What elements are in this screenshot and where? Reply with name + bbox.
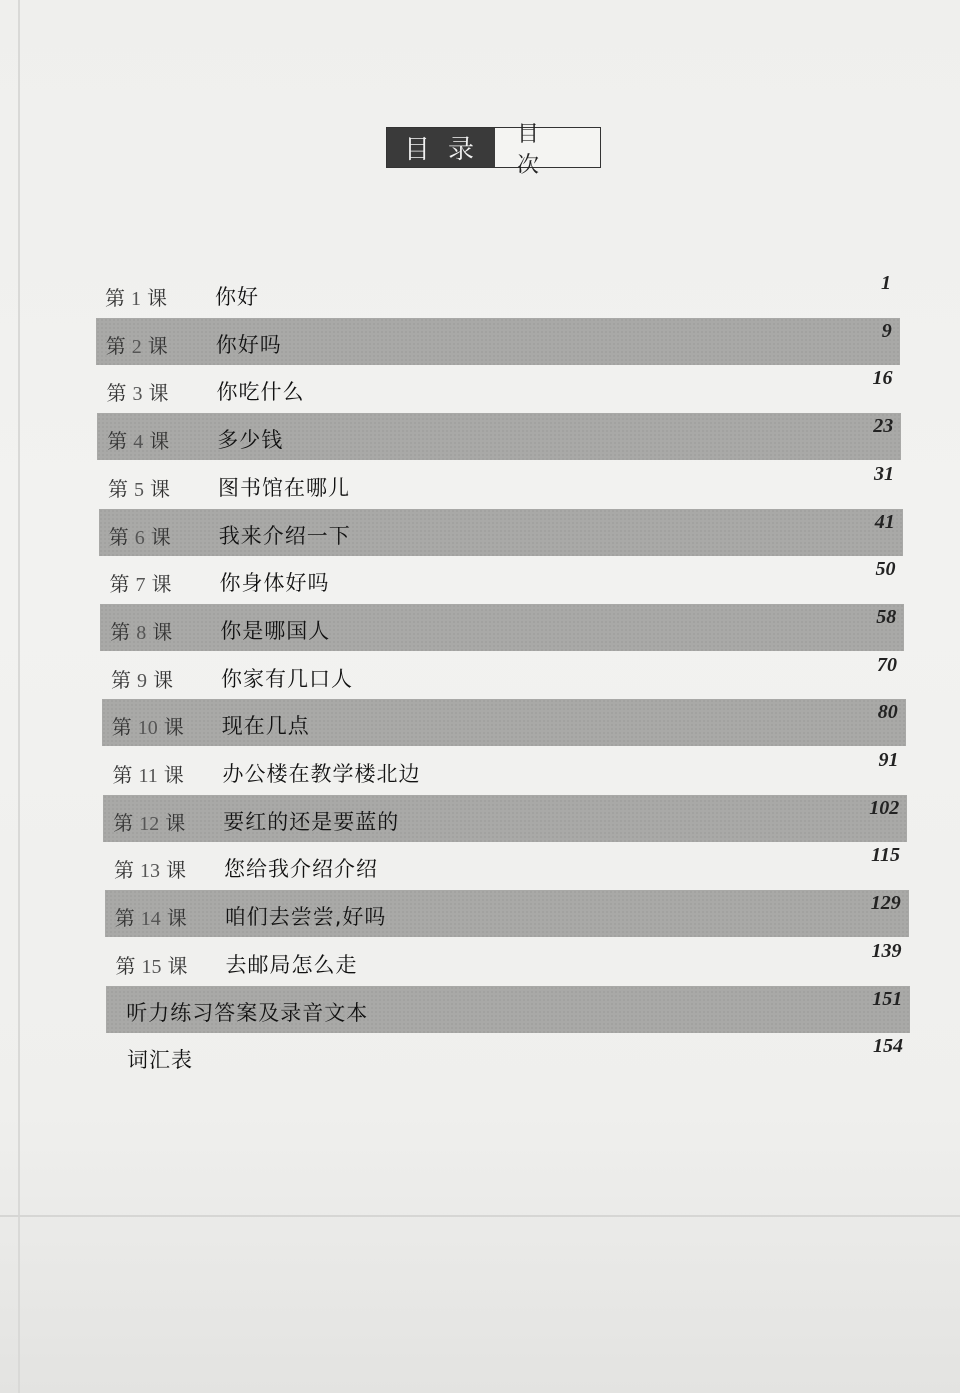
lesson-num: 9 xyxy=(137,669,147,692)
lesson-number xyxy=(106,330,168,359)
lesson-number xyxy=(114,854,186,883)
lesson-prefix: 第 xyxy=(108,524,129,549)
lesson-suffix: 课 xyxy=(148,381,169,406)
lesson-suffix: 课 xyxy=(147,286,167,310)
toc-title[interactable]: 咱们去尝尝,好吗 xyxy=(224,905,387,930)
toc-row xyxy=(102,699,906,746)
toc-row xyxy=(106,986,910,1033)
lesson-number xyxy=(116,950,188,979)
page-number: 139 xyxy=(871,939,902,962)
toc-row xyxy=(105,890,909,937)
toc-title[interactable]: 我来介绍一下 xyxy=(218,523,351,548)
lesson-num: 1 xyxy=(131,288,141,310)
lesson-num: 12 xyxy=(139,812,160,835)
lesson-suffix: 课 xyxy=(167,953,188,978)
lesson-suffix: 课 xyxy=(151,572,172,597)
toc-row xyxy=(97,365,901,412)
page-number: 50 xyxy=(875,558,896,581)
heading-secondary: 目次 xyxy=(495,128,600,167)
lesson-num: 4 xyxy=(133,431,144,454)
lesson-prefix: 第 xyxy=(108,476,128,501)
toc-row xyxy=(107,1033,911,1080)
toc-title[interactable]: 你吃什么 xyxy=(216,380,305,405)
lesson-number xyxy=(107,377,169,406)
lesson-num: 7 xyxy=(135,574,146,597)
toc-heading xyxy=(386,121,601,178)
toc-title[interactable]: 你好吗 xyxy=(215,332,282,357)
toc-row xyxy=(95,270,899,317)
lesson-number xyxy=(113,759,184,788)
page-number: 31 xyxy=(874,462,894,485)
page-number: 70 xyxy=(877,653,897,676)
lesson-suffix: 课 xyxy=(166,906,187,931)
lesson-suffix: 课 xyxy=(163,763,184,787)
lesson-suffix: 课 xyxy=(166,858,186,883)
lesson-prefix: 第 xyxy=(111,715,132,740)
lesson-number xyxy=(107,425,169,454)
page-number: 41 xyxy=(874,510,895,533)
page-number: 102 xyxy=(869,796,900,819)
lesson-num: 15 xyxy=(141,955,162,978)
lesson-num: 3 xyxy=(132,383,143,406)
lesson-num: 8 xyxy=(136,621,147,644)
toc-title[interactable]: 你身体好吗 xyxy=(219,571,330,596)
page-number: 129 xyxy=(870,892,901,915)
page-number: 16 xyxy=(872,367,893,390)
page-number: 23 xyxy=(873,415,894,438)
page-number: 1 xyxy=(881,272,891,294)
lesson-number xyxy=(109,521,171,550)
toc-row xyxy=(96,318,900,365)
lesson-prefix: 第 xyxy=(106,381,127,406)
page-number: 154 xyxy=(873,1035,903,1058)
toc-title[interactable]: 您给我介绍介绍 xyxy=(224,857,378,882)
toc-title[interactable]: 现在几点 xyxy=(221,714,310,739)
lesson-prefix: 第 xyxy=(107,429,128,454)
lesson-number xyxy=(110,616,172,645)
page-number: 80 xyxy=(877,701,898,724)
page-number: 9 xyxy=(881,319,892,342)
toc-row xyxy=(104,842,908,889)
lesson-prefix: 第 xyxy=(114,906,135,931)
lesson-suffix: 课 xyxy=(153,667,173,692)
toc-title[interactable]: 图书馆在哪儿 xyxy=(218,475,350,500)
lesson-prefix: 第 xyxy=(110,619,131,644)
lesson-number xyxy=(115,902,187,931)
lesson-num: 14 xyxy=(140,908,161,931)
lesson-number xyxy=(110,568,172,597)
heading-primary: 目录 xyxy=(387,128,495,167)
toc-title[interactable]: 你是哪国人 xyxy=(220,618,331,643)
lesson-suffix: 课 xyxy=(149,429,170,454)
lesson-prefix: 第 xyxy=(105,333,126,358)
toc-row xyxy=(98,461,902,508)
lesson-number xyxy=(111,664,173,693)
toc-row xyxy=(100,556,904,603)
page-number: 115 xyxy=(871,844,900,867)
lesson-suffix: 课 xyxy=(152,619,173,644)
lesson-num: 13 xyxy=(140,860,160,883)
lesson-prefix: 第 xyxy=(111,667,131,692)
lesson-suffix: 课 xyxy=(163,715,184,740)
toc-row xyxy=(103,747,907,794)
lesson-number xyxy=(112,711,184,740)
lesson-prefix: 第 xyxy=(105,286,125,310)
lesson-suffix: 课 xyxy=(147,333,168,358)
toc-row xyxy=(103,795,907,842)
lesson-num: 10 xyxy=(137,717,158,740)
toc-title[interactable]: 词汇表 xyxy=(127,1048,193,1073)
toc-row xyxy=(100,604,904,651)
lesson-prefix: 第 xyxy=(115,953,136,978)
lesson-num: 2 xyxy=(131,335,142,358)
page-number: 91 xyxy=(878,749,899,771)
toc-title[interactable]: 多少钱 xyxy=(217,428,284,453)
lesson-prefix: 第 xyxy=(109,572,130,597)
lesson-number xyxy=(113,807,185,836)
lesson-prefix: 第 xyxy=(114,858,134,883)
lesson-number xyxy=(105,282,167,311)
toc-row xyxy=(101,652,905,699)
toc-title[interactable]: 你家有几口人 xyxy=(221,666,353,691)
lesson-num: 6 xyxy=(134,526,145,549)
toc-row xyxy=(106,938,910,985)
toc-title[interactable]: 要红的还是要蓝的 xyxy=(223,809,400,834)
lesson-suffix: 课 xyxy=(150,524,171,549)
toc-title[interactable]: 去邮局怎么走 xyxy=(225,952,358,977)
page-number: 151 xyxy=(872,987,903,1010)
lesson-num: 5 xyxy=(134,478,144,501)
toc-row xyxy=(97,413,901,460)
lesson-prefix: 第 xyxy=(112,763,133,787)
toc-row xyxy=(99,509,903,556)
lesson-prefix: 第 xyxy=(113,810,134,835)
page-number: 58 xyxy=(876,605,897,628)
lesson-num: 11 xyxy=(138,765,158,787)
lesson-number xyxy=(108,473,170,502)
toc-title[interactable]: 你好 xyxy=(215,285,259,309)
toc-title[interactable]: 办公楼在教学楼北边 xyxy=(222,762,421,786)
lesson-suffix: 课 xyxy=(165,810,186,835)
toc-title[interactable]: 听力练习答案及录音文本 xyxy=(126,1000,369,1025)
lesson-suffix: 课 xyxy=(150,476,170,501)
